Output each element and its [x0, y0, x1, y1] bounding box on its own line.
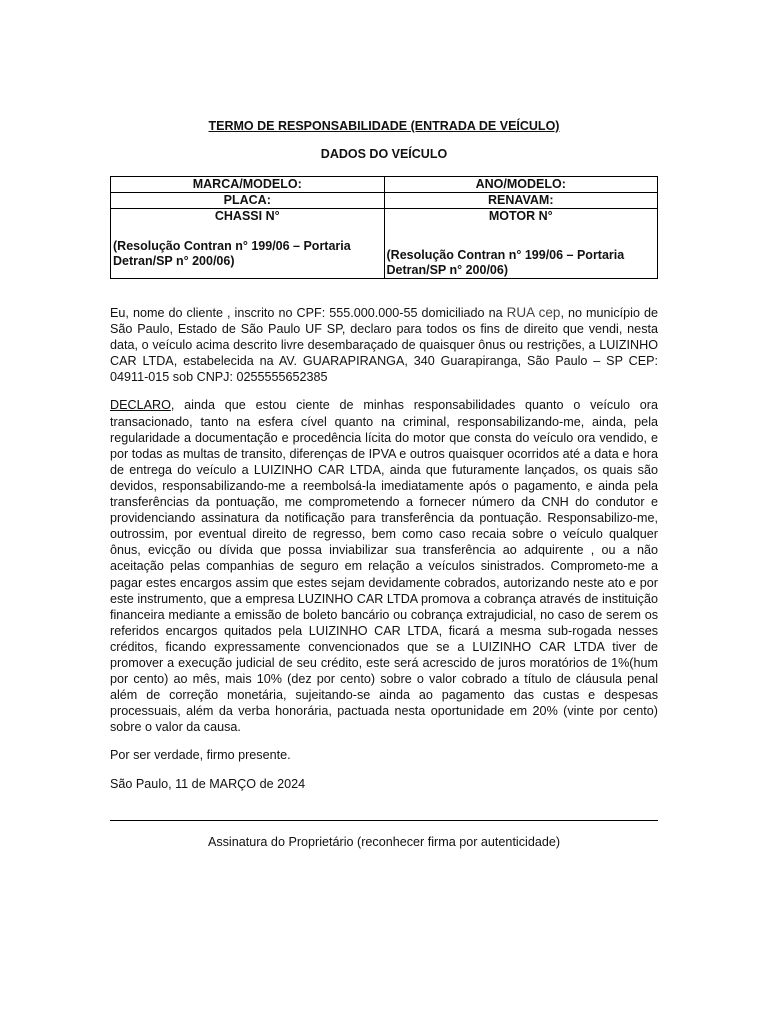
table-row: [111, 177, 658, 193]
engine-reference: (Resolução Contran n° 199/06 – Portaria Detran/SP n° 200/06): [386, 248, 625, 277]
section-title: DADOS DO VEÍCULO: [320, 147, 448, 161]
closing-statement: Por ser verdade, firmo presente.: [110, 748, 291, 763]
chassis-label: CHASSI N°: [214, 209, 280, 223]
document-title: TERMO DE RESPONSABILIDADE (ENTRADA DE VEÍCULO): [208, 119, 560, 133]
declaration-paragraph-2: [110, 397, 658, 735]
signature-label: Assinatura do Proprietário (reconhecer firma por autenticidade): [207, 835, 561, 849]
chassis-reference: (Resolução Contran n° 199/06 – Portaria Detran/SP n° 200/06): [113, 239, 351, 268]
address-field: RUA cep: [506, 305, 561, 320]
paragraph-text: , ainda que estou ciente de minhas responsabilidades quanto o veículo ora transacionado, tanto na esfera cível quanto na criminal, responsabilizando-me, ainda, pela regularidade a documentação e procedência lícita do motor que consta do veículo ora vendido, e por todas as multas de transito, diferenças de IPVA e outros quaisquer ocorridos até a data e hora de entrega do veículo a LUIZINHO CAR LTDA, ainda que futuramente lançados, os quais são devidos, responsabilizando-me a reembolsá-la imediatamente após o pagamento, e ainda pela transferências da pontuação, me comprometendo a fornecer número da CNH do condutor e providenciando assinatura da notificação para transferência da pontuação. Responsabilizo-me, outrossim, por eventual direito de regresso, bem como caso recaia sobre o veículo qualquer ônus, evicção ou dívida que possa inviabilizar sua transferência ao adquirente , ou a não aceitação pelas companhias de seguro em relação a veículos sinistrados. Comprometo-me a pagar estes encargos assim que estes sejam devidamente cobrados, autorizando neste ato e por este instrumento, que a empresa LUZINHO CAR LTDA promova a cobrança através de instituição financeira mediante a emissão de boleto bancário ou cobrança extrajudicial, no caso de serem os referidos encargos quitados pela LUIZINHO CAR LTDA, ficará a mesma sub-rogada nesses créditos, ficando expressamente convencionados que se a LUIZINHO CAR LTDA tiver de promover a execução judicial de seu crédito, este será acrescido de juros moratórios de 1%(hum por cento) ao mês, mais 10% (dez por cento) sobre o valor cobrado a título de cláusula penal além de correção monetária, sujeitando-se ainda ao pagamento das custas e despesas processuais, além da verba honorária, pactuada nesta oportunidade em 20% (vinte por cento) sobre o valor da causa.: [110, 398, 658, 735]
vehicle-data-table: [110, 176, 658, 279]
engine-label: MOTOR N°: [488, 209, 553, 223]
plate-cell: PLACA:: [111, 193, 385, 209]
year-model-cell: ANO/MODELO:: [384, 177, 658, 193]
paragraph-text: Eu, nome do cliente , inscrito no CPF: 555.000.000-55 domiciliado na: [110, 306, 507, 320]
signature-line: [110, 820, 658, 821]
body-text: [110, 305, 658, 804]
brand-model-cell: MARCA/MODELO:: [111, 177, 385, 193]
place-date: São Paulo, 11 de MARÇO de 2024: [110, 776, 306, 791]
declaration-paragraph-1: [110, 305, 658, 385]
chassis-cell: [111, 209, 385, 279]
paragraph-text: , no município de São Paulo, Estado de São Paulo UF SP, declaro para todos os fins de direito que vendi, nesta data, o veículo acima descrito livre desembaraçado de quaisquer ônus ou restrições, a LUIZINHO CAR LTDA, estabelecida na AV. GUARAPIRANGA, 340 Guarapiranga, São Paulo – SP CEP: 04911-015 sob CNPJ: 0255555652385: [110, 306, 658, 385]
engine-cell: [384, 209, 658, 279]
table-row: [111, 193, 658, 209]
table-row: [111, 209, 658, 279]
declaro-keyword: DECLARO: [110, 398, 171, 413]
renavam-cell: RENAVAM:: [384, 193, 658, 209]
